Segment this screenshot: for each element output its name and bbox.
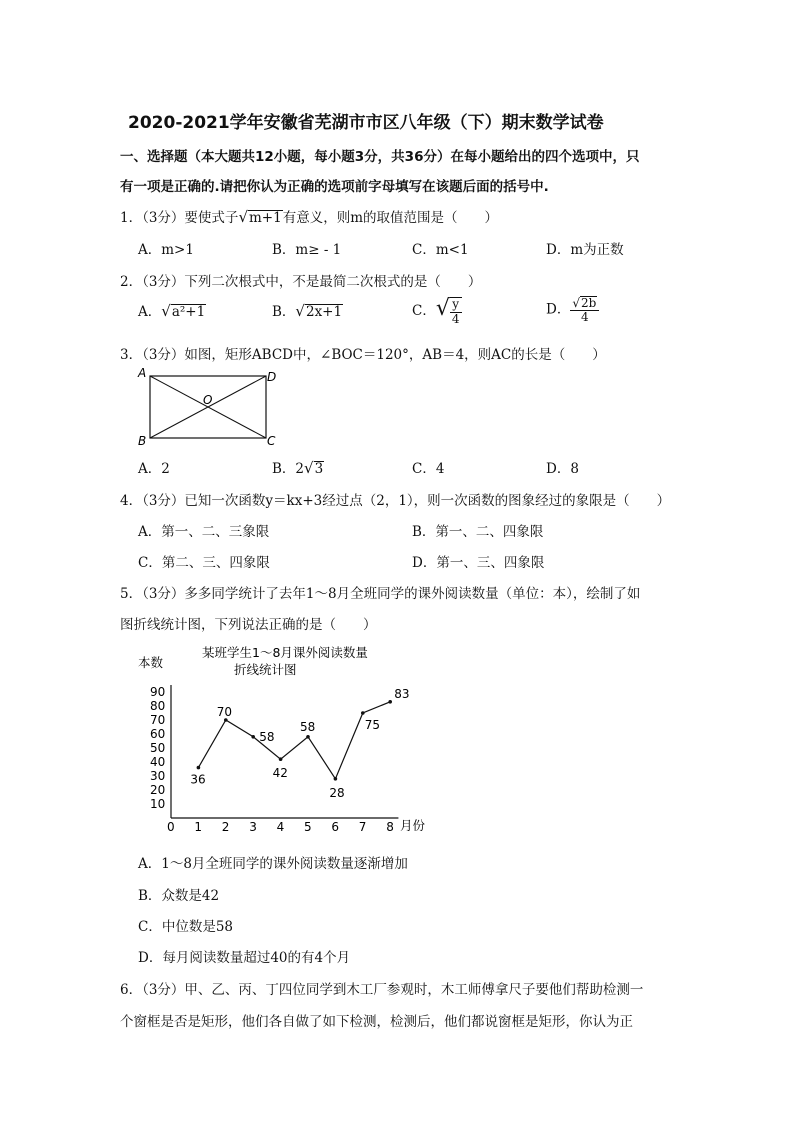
q3-option-b[interactable] [272, 457, 324, 477]
y-tick-label: 60 [150, 727, 166, 741]
section-heading-line2: 有一项是正确的.请把你认为正确的选项前字母填写在该题后面的括号中. [120, 179, 549, 195]
data-point [279, 757, 283, 761]
q5-option-a[interactable]: A．1～8月全班同学的课外阅读数量逐渐增加 [138, 856, 408, 872]
q2-d-label: D． [546, 301, 571, 318]
sqrt-symbol: √ [238, 208, 248, 226]
q4-option-d[interactable]: D．第一、三、四象限 [412, 555, 545, 571]
q5-option-c[interactable]: C．中位数是58 [138, 919, 234, 935]
rectangle-diagram [134, 366, 284, 450]
question-6-stem-line1: 6．（3分）甲、乙、丙、丁四位同学到木工厂参观时，木工师傅拿尺子要他们帮助检测一 [120, 982, 644, 998]
data-label: 36 [190, 772, 206, 787]
q2-c-denominator: 4 [451, 311, 460, 326]
q2-d-radicand: 2b [580, 296, 597, 310]
q2-d-fraction [570, 296, 599, 324]
data-point [361, 711, 365, 715]
vertex-d-label: D [267, 370, 277, 384]
x-tick-label: 6 [331, 820, 340, 834]
x-tick-label: 7 [358, 820, 367, 834]
q2-option-a[interactable] [138, 300, 206, 320]
q2-option-b[interactable] [272, 300, 343, 320]
data-point [334, 777, 338, 781]
question-1 [120, 206, 498, 226]
data-point [197, 766, 201, 770]
line-chart [130, 640, 440, 840]
data-label: 58 [259, 729, 275, 744]
data-point [251, 735, 255, 739]
q2-a-label: A． [138, 304, 162, 320]
q1-option-a[interactable]: A．m>1 [138, 242, 194, 258]
question-5-stem-line2: 图折线统计图，下列说法正确的是（ ） [120, 617, 377, 633]
sqrt-symbol: √ [304, 459, 314, 477]
chart-axes [150, 685, 398, 834]
q1-option-b[interactable]: B．m≥ - 1 [272, 242, 342, 258]
q3-b-radicand: 3 [314, 461, 324, 477]
question-2-stem: 2．（3分）下列二次根式中，不是最简二次根式的是（ ） [120, 274, 482, 290]
data-label: 70 [216, 705, 233, 719]
q5-option-b[interactable]: B．众数是42 [138, 888, 220, 904]
y-tick-label: 80 [150, 699, 166, 713]
x-tick-label: 0 [167, 820, 175, 834]
x-axis-label: 月份 [400, 818, 426, 833]
y-tick-label: 30 [150, 769, 166, 783]
data-label: 28 [329, 785, 345, 800]
data-point [306, 735, 310, 739]
vertex-a-label: A [138, 366, 147, 380]
x-tick-label: 3 [249, 820, 257, 834]
q3-b-label: B．2 [272, 461, 305, 477]
q2-c-numerator: y [450, 298, 462, 312]
vertex-b-label: B [138, 434, 147, 448]
page-title: 2020-2021学年安徽省芜湖市市区八年级（下）期末数学试卷 [128, 113, 604, 133]
q1-stem-start: 1．（3分）要使式子 [120, 210, 239, 226]
question-4-stem: 4．（3分）已知一次函数y＝kx+3经过点（2，1），则一次函数的图象经过的象限是（ ） [120, 493, 671, 509]
x-tick-label: 5 [304, 820, 312, 834]
sqrt-symbol: √ [161, 302, 171, 320]
q4-option-b[interactable]: B．第一、二、四象限 [412, 524, 544, 540]
y-tick-label: 50 [150, 741, 166, 755]
question-6-stem-line2: 个窗框是否是矩形，他们各自做了如下检测，检测后，他们都说窗框是矩形，你认为正 [120, 1014, 633, 1030]
question-3-stem: 3．（3分）如图，矩形ABCD中，∠BOC＝120°，AB＝4，则AC的长是（ ） [120, 347, 606, 363]
data-label: 58 [300, 719, 316, 734]
chart-marks [190, 687, 409, 800]
section-heading-line1: 一、选择题（本大题共12小题，每小题3分，共36分）在每小题给出的四个选项中，只 [120, 149, 640, 165]
y-tick-label: 90 [150, 685, 166, 699]
q1-option-d[interactable]: D．m为正数 [546, 242, 624, 258]
y-tick-label: 20 [150, 783, 166, 797]
sqrt-symbol: √ [435, 296, 450, 321]
chart-title: 某班学生1～8月课外阅读数量 [202, 645, 368, 660]
y-tick-label: 40 [150, 755, 166, 769]
q3-option-c[interactable]: C．4 [412, 461, 445, 477]
q2-a-radicand: a²+1 [171, 304, 206, 320]
q2-b-label: B． [272, 304, 296, 320]
data-label: 42 [272, 766, 288, 781]
q2-b-radicand: 2x+1 [305, 304, 343, 320]
data-label: 83 [394, 686, 410, 701]
data-point [388, 700, 392, 704]
q2-option-c[interactable] [412, 296, 462, 326]
x-tick-label: 2 [221, 820, 230, 834]
q2-c-label: C． [412, 303, 436, 319]
q2-c-fraction [450, 297, 462, 325]
center-o-label: O [203, 393, 213, 407]
q3-option-d[interactable]: D．8 [546, 461, 579, 477]
q4-option-c[interactable]: C．第二、三、四象限 [138, 555, 270, 571]
q3-option-a[interactable]: A．2 [138, 461, 170, 477]
y-tick-label: 70 [150, 713, 166, 727]
vertex-c-label: C [267, 434, 276, 448]
q2-d-numerator: √2b [570, 296, 599, 311]
chart-subtitle: 折线统计图 [234, 662, 297, 677]
data-label: 75 [364, 718, 381, 732]
q1-option-c[interactable]: C．m<1 [412, 242, 469, 258]
x-tick-label: 4 [276, 820, 285, 834]
y-tick-label: 10 [150, 797, 166, 811]
sqrt-symbol: √ [295, 302, 305, 320]
q2-d-denominator: 4 [581, 310, 589, 325]
q1-radicand: m+1 [249, 210, 282, 226]
x-tick-label: 8 [386, 820, 394, 834]
question-5-stem-line1: 5．（3分）多多同学统计了去年1～8月全班同学的课外阅读数量（单位：本），绘制了如 [120, 586, 641, 602]
y-axis-label: 本数 [138, 655, 164, 670]
x-tick-label: 1 [194, 820, 203, 834]
q4-option-a[interactable]: A．第一、二、三象限 [138, 524, 270, 540]
q1-stem-end: 有意义，则m的取值范围是（ ） [282, 210, 499, 226]
q5-option-d[interactable]: D．每月阅读数量超过40的有4个月 [138, 950, 351, 966]
q2-option-d[interactable] [546, 296, 599, 324]
